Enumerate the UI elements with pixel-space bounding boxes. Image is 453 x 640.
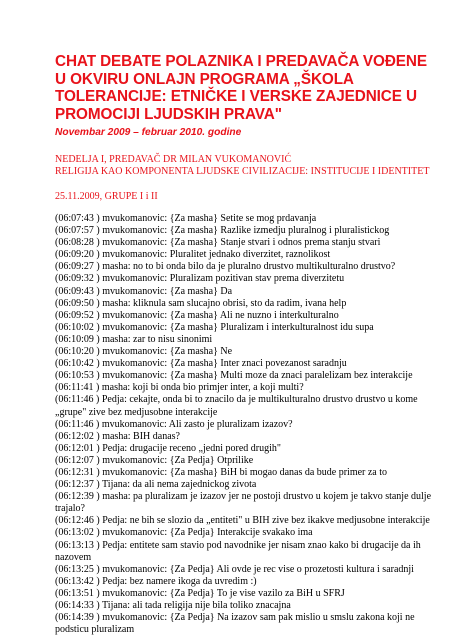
chat-line: (06:07:57 ) mvukomanovic: {Za masha} Razlike izmedju pluralnog i pluralistickog	[55, 225, 390, 237]
chat-line: (06:12:02 ) masha: BIH danas?	[55, 430, 180, 442]
chat-line: (06:12:39 ) masha: pa pluralizam je izazov jer ne postoji drustvo u kojem je takvo stanje dulje	[55, 491, 432, 503]
title-line: U OKVIRU ONLAJN PROGRAMA „ŠKOLA	[55, 70, 354, 88]
chat-line: (06:11:46 ) Pedja: cekajte, onda bi to znacilo da je multikulturalno drustvo drustvo u kome	[55, 394, 418, 406]
chat-line: (06:08:28 ) mvukomanovic: {Za masha} Stanje stvari i odnos prema stanju stvari	[55, 237, 381, 249]
session-heading: 25.11.2009, GRUPE I i II	[55, 191, 158, 202]
document-title	[55, 53, 427, 123]
title-line: PROMOCIJI LJUDSKIH PRAVA"	[55, 105, 282, 123]
chat-line: (06:10:20 ) mvukomanovic: {Za masha} Ne	[55, 346, 233, 358]
chat-line: (06:11:41 ) masha: koji bi onda bio primjer inter, a koji multi?	[55, 382, 304, 394]
chat-line: (06:10:53 ) mvukomanovic: {Za masha} Multi moze da znaci paralelizam bez interakcije	[55, 370, 413, 382]
chat-line: (06:11:46 ) mvukomanovic: Ali zasto je pluralizam izazov?	[55, 418, 293, 430]
date-range: Novembar 2009 – februar 2010. godine	[55, 127, 242, 138]
week-heading	[55, 154, 429, 178]
title-line: CHAT DEBATE POLAZNIKA I PREDAVAČA VOĐENE	[55, 53, 427, 70]
chat-line: (06:13:02 ) mvukomanovic: {Za Pedja} Interakcije svakako ima	[55, 527, 313, 539]
chat-line: (06:10:02 ) mvukomanovic: {Za masha} Pluralizam i interkulturalnost idu supa	[55, 321, 374, 333]
chat-line: (06:10:42 ) mvukomanovic: {Za masha} Inter znaci povezanost saradnju	[55, 358, 347, 370]
chat-line: (06:09:50 ) masha: kliknula sam slucajno obrisi, sto da radim, ivana help	[55, 297, 347, 309]
chat-line: (06:09:20 ) mvukomanovic: Pluralitet jednako diverzitet, raznolikost	[55, 249, 331, 261]
chat-line: (06:12:37 ) Tijana: da ali nema zajednickog zivota	[55, 479, 257, 491]
chat-line: (06:10:09 ) masha: zar to nisu sinonimi	[55, 333, 213, 345]
chat-line: (06:09:27 ) masha: no to bi onda bilo da je pluralno drustvo multikulturalno drustvo?	[55, 261, 396, 273]
chat-line: (06:12:07 ) mvukomanovic: {Za Pedja} Otprilike	[55, 454, 254, 466]
chat-line: (06:09:43 ) mvukomanovic: {Za masha} Da	[55, 285, 233, 297]
chat-line: (06:09:52 ) mvukomanovic: {Za masha} Ali ne nuzno i interkulturalno	[55, 309, 339, 321]
chat-line: (06:07:43 ) mvukomanovic: {Za masha} Setite se mog prdavanja	[55, 213, 317, 224]
chat-line: (06:14:39 ) mvukomanovic: {Za Pedja} Na izazov sam pak mislio u smslu zakona koji ne	[55, 612, 415, 624]
chat-line: (06:13:42 ) Pedja: bez namere ikoga da uvredim :)	[55, 575, 257, 587]
title-line: TOLERANCIJE: ETNIČKE I VERSKE ZAJEDNICE U	[55, 88, 417, 105]
chat-line: (06:13:25 ) mvukomanovic: {Za Pedja} Ali ovde je rec vise o prozetosti kultura i saradnji	[55, 563, 414, 575]
chat-line: nazovem	[55, 551, 92, 563]
chat-line: trajalo?	[55, 503, 85, 515]
chat-line: (06:12:31 ) mvukomanovic: {Za masha} BiH bi mogao danas da bude primer za to	[55, 466, 388, 478]
week-heading-line: RELIGIJA KAO KOMPONENTA LJUDSKE CIVILIZACIJE: INSTITUCIJE I IDENTITET	[55, 166, 430, 177]
chat-line: (06:14:33 ) Tijana: ali tada religija nije bila toliko znacajna	[55, 600, 291, 611]
chat-line: (06:12:01 ) Pedja: drugacije receno „jedni pored drugih"	[55, 442, 281, 454]
chat-line: podsticu pluralizam	[55, 624, 135, 636]
chat-log	[55, 213, 432, 636]
chat-line: „grupe" zive bez medjusobne interakcije	[55, 406, 218, 418]
chat-line: (06:09:32 ) mvukomanovic: Pluralizam pozitivan stav prema diverzitetu	[55, 273, 345, 285]
chat-line: (06:12:46 ) Pedja: ne bih se slozio da „entiteti" u BIH zive bez ikakve medjusobne interakcije	[55, 515, 430, 527]
chat-line: (06:13:13 ) Pedja: entitete sam stavio pod navodnike jer nisam znao kako bi drugacije da ih	[55, 539, 421, 551]
chat-line: (06:13:51 ) mvukomanovic: {Za Pedja} To je vise vazilo za BiH u SFRJ	[55, 587, 345, 599]
week-heading-line: NEDELJA I, PREDAVAČ DR MILAN VUKOMANOVIĆ	[55, 154, 292, 165]
